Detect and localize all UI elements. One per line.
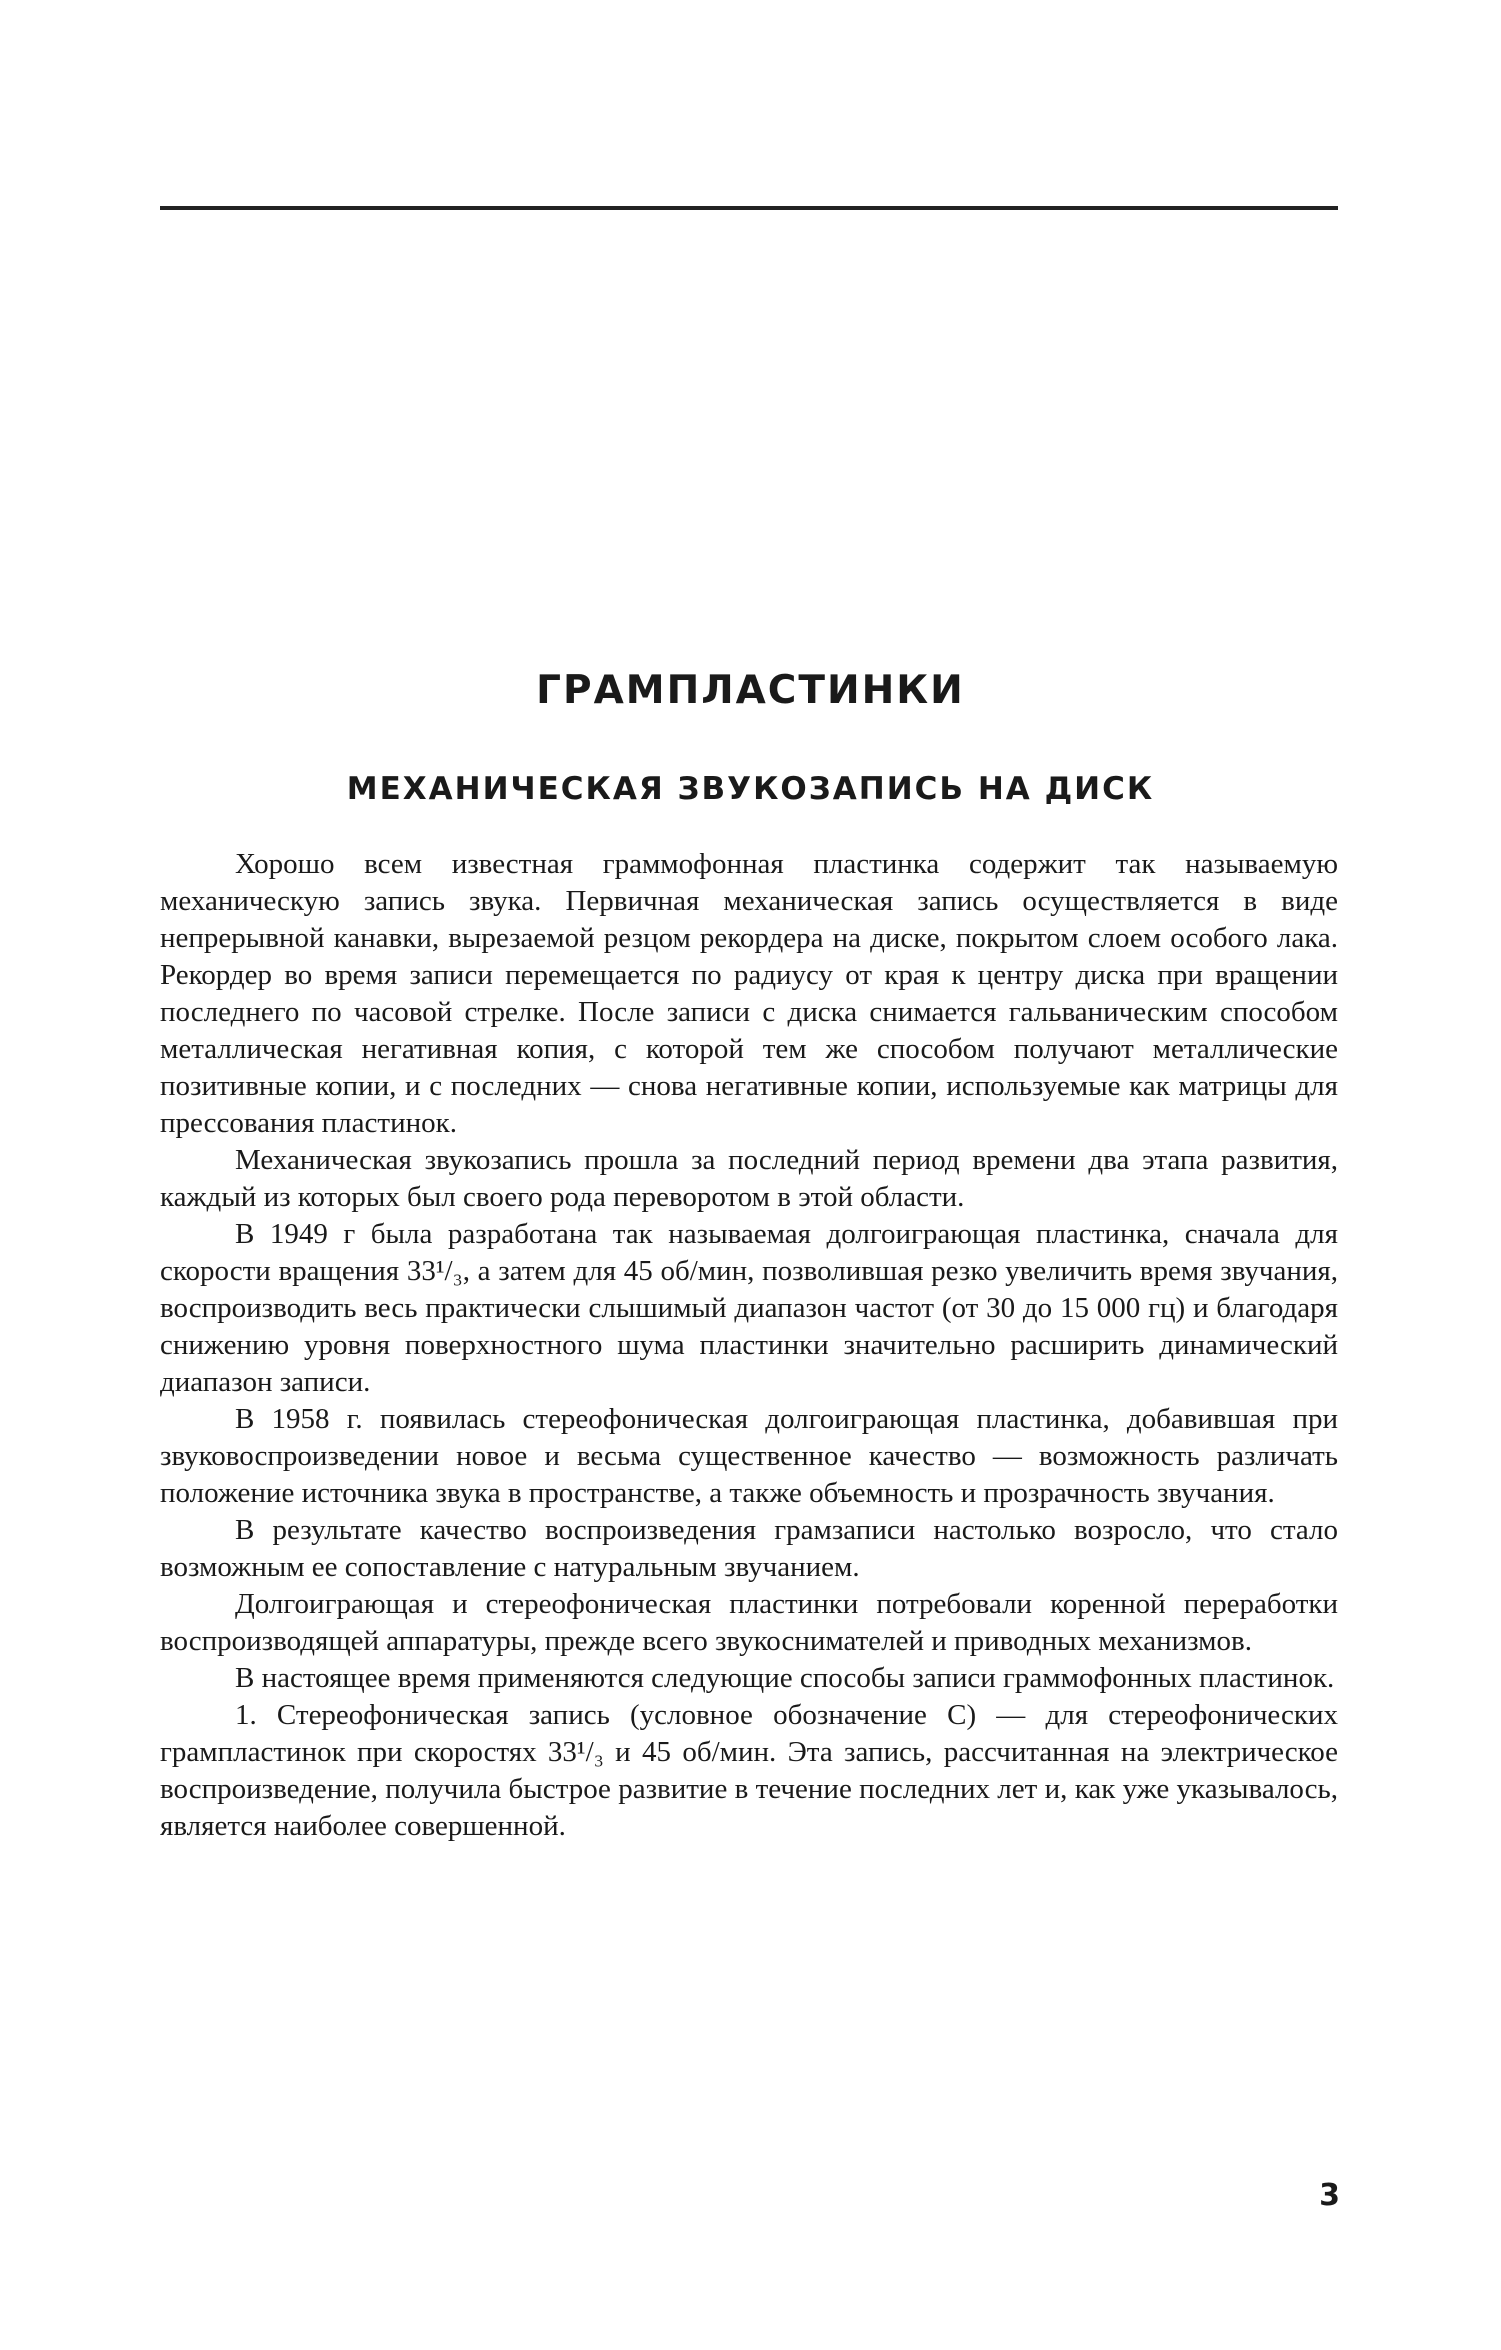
paragraph: Долгоиграющая и стереофоническая пластинки потребовали коренной переработки воспроизводящей аппаратуры, прежде всего звукоснимателей и приводных механизмов. [160, 1588, 1338, 1657]
section-title: МЕХАНИЧЕСКАЯ ЗВУКОЗАПИСЬ НА ДИСК [346, 771, 1155, 807]
paragraph: В 1958 г. появилась стереофоническая долгоиграющая пластинка, добавившая при звуковоспроизведении новое и весьма существенное качество — возможность различать положение источника звука в пространстве, а также объемность и прозрачность звучания. [160, 1403, 1338, 1509]
chapter-title: ГРАМПЛАСТИНКИ [536, 668, 965, 713]
top-rule [160, 206, 1338, 210]
paragraph: Механическая звукозапись прошла за последний период времени два этапа развития, каждый из которых был своего рода переворотом в этой области. [160, 1144, 1338, 1213]
body-text [160, 846, 1338, 1845]
paragraph: Хорошо всем известная граммофонная пластинка содержит так называемую механическую запись звука. Первичная механическая запись осуществляется в виде непрерывной канавки, вырезаемой резцом рекордера на диске, покрытом слоем особого лака. Рекордер во время записи перемещается по радиусу от края к центру диска при вращении последнего по часовой стрелке. После записи с диска снимается гальваническим способом металлическая негативная копия, с которой тем же способом получают металлические позитивные копии, и с последних — снова негативные копии, используемые как матрицы для прессования пластинок. [160, 848, 1338, 1139]
paragraph: В настоящее время применяются следующие способы записи граммофонных пластинок. [235, 1662, 1335, 1694]
paragraph: 1. Стереофоническая запись (условное обозначение С) — для стереофонических грампластинок при скоростях 33¹/₃ и 45 об/мин. Эта запись, рассчитанная на электрическое воспроизведение, получила быстрое развитие в течение последних лет и, как уже указывалось, является наиболее совершенной. [160, 1699, 1338, 1842]
paragraph: В 1949 г была разработана так называемая долгоиграющая пластинка, сначала для скорости вращения 33¹/₃, а затем для 45 об/мин, позволившая резко увеличить время звучания, воспроизводить весь практически слышимый диапазон частот (от 30 до 15 000 гц) и благодаря снижению уровня поверхностного шума пластинки значительно расширить динамический диапазон записи. [160, 1218, 1338, 1398]
paragraph: В результате качество воспроизведения грамзаписи настолько возросло, что стало возможным ее сопоставление с натуральным звучанием. [160, 1514, 1338, 1583]
page-number: 3 [1319, 2178, 1340, 2213]
